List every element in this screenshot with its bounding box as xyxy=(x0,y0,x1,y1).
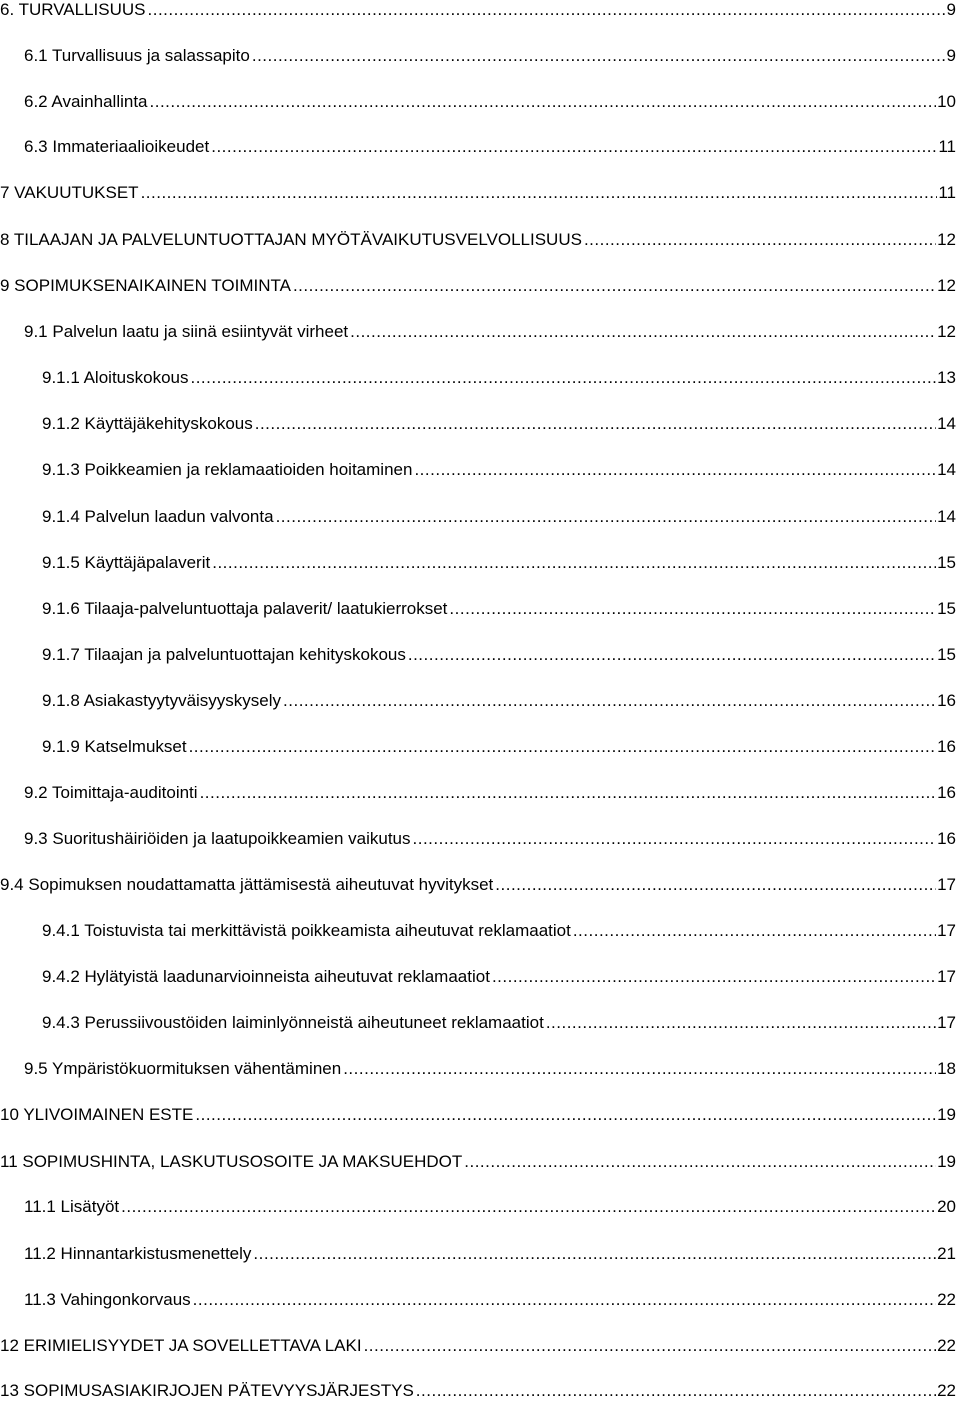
toc-entry-title: 11.1 Lisätyöt xyxy=(24,1197,120,1216)
dot-leader xyxy=(141,183,938,203)
toc-entry[interactable] xyxy=(24,1244,956,1264)
dot-leader xyxy=(255,414,936,434)
toc-entry-title: 9.3 Suoritushäiriöiden ja laatupoikkeamien vaikutus xyxy=(24,829,411,848)
toc-entry-title: 6.3 Immateriaalioikeudet xyxy=(24,137,210,156)
toc-entry[interactable] xyxy=(0,0,956,20)
toc-entry-title: 11 SOPIMUSHINTA, LASKUTUSOSOITE JA MAKSUEHDOT xyxy=(0,1152,463,1171)
toc-entry-page: 9 xyxy=(946,0,956,19)
toc-entry-title: 9.1.5 Käyttäjäpalaverit xyxy=(42,553,211,572)
toc-entry-page: 18 xyxy=(937,1059,956,1078)
dot-leader xyxy=(253,1244,936,1264)
toc-entry-page: 15 xyxy=(937,599,956,618)
toc-entry[interactable] xyxy=(24,1059,956,1079)
toc-entry[interactable] xyxy=(24,92,956,112)
dot-leader xyxy=(212,553,936,573)
toc-entry-title: 9.5 Ympäristökuormituksen vähentäminen xyxy=(24,1059,342,1078)
toc-entry-title: 13 SOPIMUSASIAKIRJOJEN PÄTEVYYSJÄRJESTYS xyxy=(0,1381,414,1400)
dot-leader xyxy=(464,1152,936,1172)
toc-entry[interactable] xyxy=(0,875,956,895)
toc-entry-page: 11 xyxy=(938,183,956,202)
dot-leader xyxy=(148,0,946,20)
toc-entry[interactable] xyxy=(24,1290,956,1310)
dot-leader xyxy=(150,92,937,112)
toc-entry-page: 9 xyxy=(946,46,956,65)
toc-entry-title: 9.1.6 Tilaaja-palveluntuottaja palaverit/ laatukierrokset xyxy=(42,599,448,618)
toc-entry[interactable] xyxy=(42,737,956,757)
toc-entry-page: 17 xyxy=(937,875,956,894)
toc-entry-title: 9.1.9 Katselmukset xyxy=(42,737,187,756)
toc-entry-page: 20 xyxy=(937,1197,956,1216)
dot-leader xyxy=(408,645,936,665)
toc-entry[interactable] xyxy=(24,829,956,849)
toc-entry-title: 6. TURVALLISUUS xyxy=(0,0,146,19)
dot-leader xyxy=(190,368,936,388)
dot-leader xyxy=(293,276,936,296)
toc-entry-page: 14 xyxy=(937,414,956,433)
toc-entry-title: 9.4.1 Toistuvista tai merkittävistä poikkeamista aiheutuvat reklamaatiot xyxy=(42,921,571,940)
toc-entry-title: 6.1 Turvallisuus ja salassapito xyxy=(24,46,250,65)
toc-entry[interactable] xyxy=(42,645,956,665)
dot-leader xyxy=(200,783,937,803)
toc-entry-title: 7 VAKUUTUKSET xyxy=(0,183,139,202)
toc-entry-title: 9.4.2 Hylätyistä laadunarvioinneista aiheutuvat reklamaatiot xyxy=(42,967,490,986)
dot-leader xyxy=(189,737,937,757)
toc-entry[interactable] xyxy=(0,1105,956,1125)
toc-entry-page: 13 xyxy=(937,368,956,387)
dot-leader xyxy=(364,1336,937,1356)
dot-leader xyxy=(252,46,946,66)
toc-entry[interactable] xyxy=(42,599,956,619)
toc-entry-page: 19 xyxy=(937,1152,956,1171)
dot-leader xyxy=(121,1197,936,1217)
toc-entry[interactable] xyxy=(0,1336,956,1356)
dot-leader xyxy=(416,1381,936,1401)
dot-leader xyxy=(193,1290,936,1310)
dot-leader xyxy=(573,921,936,941)
toc-entry[interactable] xyxy=(0,230,956,250)
toc-entry[interactable] xyxy=(0,183,956,203)
toc-entry-page: 22 xyxy=(937,1290,956,1309)
toc-entry-page: 16 xyxy=(937,783,956,802)
toc-entry[interactable] xyxy=(0,1152,956,1172)
toc-entry-page: 15 xyxy=(937,553,956,572)
toc-entry[interactable] xyxy=(42,368,956,388)
toc-entry[interactable] xyxy=(24,46,956,66)
dot-leader xyxy=(546,1013,936,1033)
toc-entry-title: 11.3 Vahingonkorvaus xyxy=(24,1290,191,1309)
toc-entry[interactable] xyxy=(42,967,956,987)
toc-entry-title: 9 SOPIMUKSENAIKAINEN TOIMINTA xyxy=(0,276,291,295)
toc-entry-title: 6.2 Avainhallinta xyxy=(24,92,148,111)
dot-leader xyxy=(492,967,936,987)
toc-entry[interactable] xyxy=(42,1013,956,1033)
toc-entry-title: 9.1.4 Palvelun laadun valvonta xyxy=(42,507,274,526)
toc-entry[interactable] xyxy=(24,137,956,157)
toc-entry[interactable] xyxy=(42,691,956,711)
toc-entry[interactable] xyxy=(24,1197,956,1217)
toc-entry-page: 22 xyxy=(937,1336,956,1355)
toc-entry-page: 22 xyxy=(937,1381,956,1400)
toc-entry-page: 12 xyxy=(937,322,956,341)
dot-leader xyxy=(195,1105,936,1125)
dot-leader xyxy=(276,507,937,527)
toc-entry-title: 9.2 Toimittaja-auditointi xyxy=(24,783,198,802)
dot-leader xyxy=(413,829,937,849)
toc-entry-title: 9.4 Sopimuksen noudattamatta jättämisestä aiheutuvat hyvitykset xyxy=(0,875,494,894)
toc-entry-page: 17 xyxy=(937,967,956,986)
toc-entry-title: 11.2 Hinnantarkistusmenettely xyxy=(24,1244,252,1263)
dot-leader xyxy=(283,691,936,711)
dot-leader xyxy=(350,322,936,342)
toc-entry-page: 14 xyxy=(937,460,956,479)
toc-entry-page: 16 xyxy=(937,829,956,848)
toc-entry-page: 16 xyxy=(937,737,956,756)
toc-entry-page: 12 xyxy=(937,230,956,249)
toc-entry-title: 9.1.3 Poikkeamien ja reklamaatioiden hoitaminen xyxy=(42,460,413,479)
dot-leader xyxy=(495,875,936,895)
toc-entry-title: 9.1.8 Asiakastyytyväisyyskysely xyxy=(42,691,282,710)
toc-entry-title: 9.1.7 Tilaajan ja palveluntuottajan kehityskokous xyxy=(42,645,406,664)
toc-entry-title: 9.1 Palvelun laatu ja siinä esiintyvät virheet xyxy=(24,322,349,341)
toc-entry[interactable] xyxy=(42,921,956,941)
toc-entry-title: 9.1.2 Käyttäjäkehityskokous xyxy=(42,414,253,433)
toc-entry-title: 10 YLIVOIMAINEN ESTE xyxy=(0,1105,194,1124)
toc-entry-title: 9.4.3 Perussiivoustöiden laiminlyönneistä aiheutuneet reklamaatiot xyxy=(42,1013,544,1032)
toc-entry-title: 12 ERIMIELISYYDET JA SOVELLETTAVA LAKI xyxy=(0,1336,362,1355)
toc-entry-page: 17 xyxy=(937,921,956,940)
toc-entry-page: 21 xyxy=(937,1244,956,1263)
dot-leader xyxy=(449,599,936,619)
toc-entry-title: 9.1.1 Aloituskokous xyxy=(42,368,189,387)
toc-entry[interactable] xyxy=(0,1381,956,1401)
toc-entry-page: 12 xyxy=(937,276,956,295)
toc-entry-page: 16 xyxy=(937,691,956,710)
toc-entry[interactable] xyxy=(42,414,956,434)
toc-entry-page: 17 xyxy=(937,1013,956,1032)
toc-entry[interactable] xyxy=(0,276,956,296)
dot-leader xyxy=(584,230,936,250)
dot-leader xyxy=(211,137,937,157)
toc-entry-title: 8 TILAAJAN JA PALVELUNTUOTTAJAN MYÖTÄVAIKUTUSVELVOLLISUUS xyxy=(0,230,582,249)
dot-leader xyxy=(343,1059,936,1079)
dot-leader xyxy=(414,460,936,480)
toc-entry-page: 15 xyxy=(937,645,956,664)
toc-entry-page: 19 xyxy=(937,1105,956,1124)
toc-entry-page: 10 xyxy=(937,92,956,111)
toc-entry[interactable] xyxy=(42,460,956,480)
toc-entry-page: 11 xyxy=(938,137,956,156)
toc-entry[interactable] xyxy=(42,553,956,573)
toc-entry[interactable] xyxy=(24,322,956,342)
toc-entry[interactable] xyxy=(42,507,956,527)
toc-entry-page: 14 xyxy=(937,507,956,526)
toc-entry[interactable] xyxy=(24,783,956,803)
